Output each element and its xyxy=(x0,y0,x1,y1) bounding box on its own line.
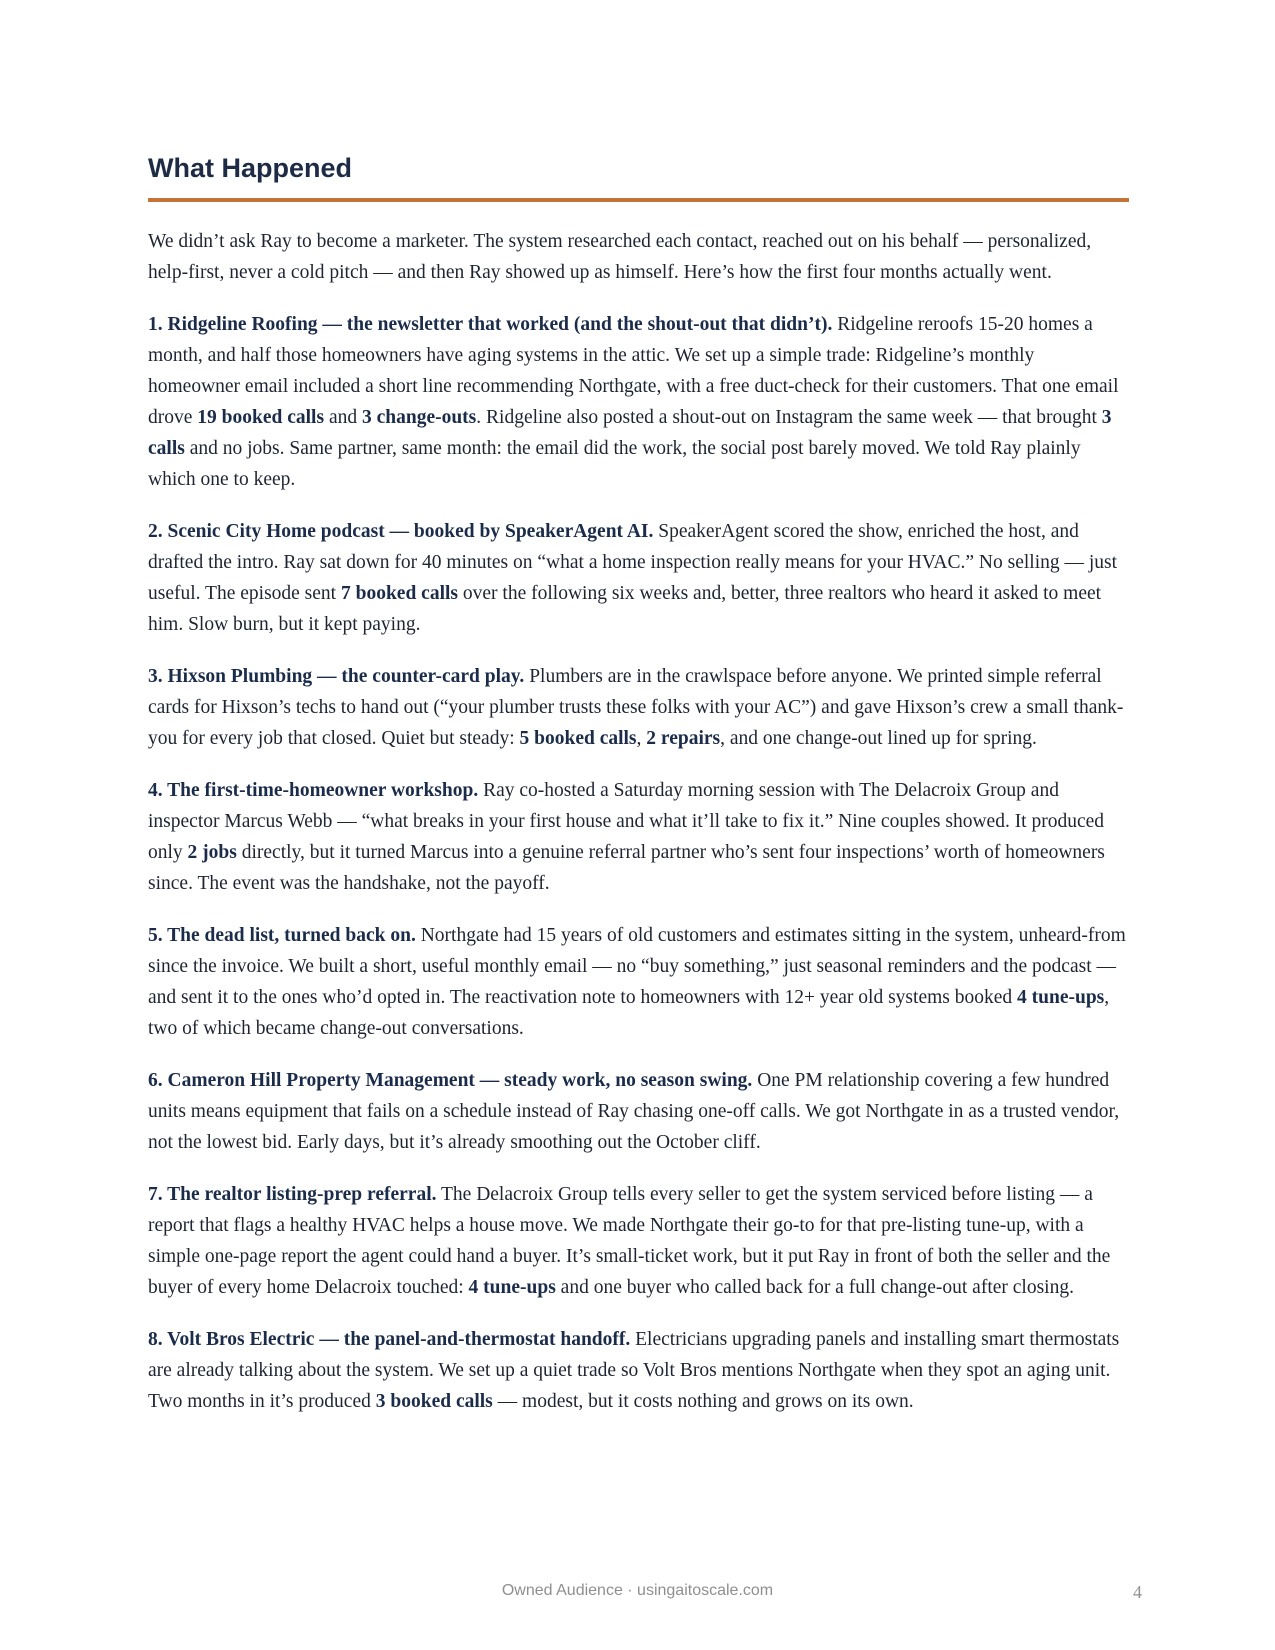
item-heading: 4. The first-time-homeowner workshop. xyxy=(148,780,479,801)
item-heading: 2. Scenic City Home podcast — booked by SpeakerAgent AI. xyxy=(148,521,654,542)
item-homeowner-workshop: 4. The first-time-homeowner workshop. Ray co-hosted a Saturday morning session with The Delacroix Group and inspector Marcus Webb — “what breaks in your first house and what it’ll take to fix it.” Nine couples showed. It produced only 2 jobs directly, but it turned Marcus into a genuine referral partner who’s sent four inspections’ worth of homeowners since. The event was the handshake, not the payoff. xyxy=(148,780,1105,894)
item-volt-bros-electric: 8. Volt Bros Electric — the panel-and-thermostat handoff. Electricians upgrading panels and installing smart thermostats are already talking about the system. We set up a quiet trade so Volt Bros mentions Northgate when they spot an aging unit. Two months in it’s produced 3 booked calls — modest, but it costs nothing and grows on its own. xyxy=(148,1329,1120,1412)
item-heading: 7. The realtor listing-prep referral. xyxy=(148,1184,437,1205)
item-heading: 3. Hixson Plumbing — the counter-card play. xyxy=(148,666,525,687)
item-heading: 5. The dead list, turned back on. xyxy=(148,925,416,946)
stat-highlight: 4 tune-ups xyxy=(468,1277,556,1298)
item-heading: 1. Ridgeline Roofing — the newsletter that worked (and the shout-out that didn’t). xyxy=(148,314,833,335)
stat-highlight: 2 jobs xyxy=(187,842,237,863)
stat-highlight: 3 change-outs xyxy=(361,407,477,428)
stat-highlight: 4 tune-ups xyxy=(1017,987,1105,1008)
item-realtor-listing-prep: 7. The realtor listing-prep referral. The Delacroix Group tells every seller to get the system serviced before listing — a report that flags a healthy HVAC helps a house move. We made Northgate their go-to for that pre-listing tune-up, with a simple one-page report the agent could hand a buyer. It’s small-ticket work, but it put Ray in front of both the seller and the buyer of every home Delacroix touched: 4 tune-ups and one buyer who called back for a full change-out after closing. xyxy=(148,1184,1111,1298)
intro-paragraph: We didn’t ask Ray to become a marketer. The system researched each contact, reached out on his behalf — personalized, help-first, never a cold pitch — and then Ray showed up as himself. Here’s how the first four months actually went. xyxy=(148,231,1092,283)
page-number: 4 xyxy=(1133,1582,1142,1602)
document-page xyxy=(148,0,1129,1438)
section-title: What Happened xyxy=(148,153,353,183)
item-ridgeline-roofing: 1. Ridgeline Roofing — the newsletter that worked (and the shout-out that didn’t). Ridgeline reroofs 15-20 homes a month, and half those homeowners have aging systems in the attic. We set up a simple trade: Ridgeline’s monthly homeowner email included a short line recommending Northgate, with a free duct-check for their customers. That one email drove 19 booked calls and 3 change-outs. Ridgeline also posted a shout-out on Instagram the same week — that brought 3 calls and no jobs. Same partner, same month: the email did the work, the social post barely moved. We told Ray plainly which one to keep. xyxy=(148,314,1119,490)
stat-highlight: 2 repairs xyxy=(646,728,721,749)
page-footer: Owned Audience · usingaitoscale.com xyxy=(501,1582,774,1599)
item-scenic-city-podcast: 2. Scenic City Home podcast — booked by SpeakerAgent AI. SpeakerAgent scored the show, enriched the host, and drafted the intro. Ray sat down for 40 minutes on “what a home inspection really means for your HVAC.” No selling — just useful. The episode sent 7 booked calls over the following six weeks and, better, three realtors who heard it asked to meet him. Slow burn, but it kept paying. xyxy=(148,521,1118,635)
item-dead-list: 5. The dead list, turned back on. Northgate had 15 years of old customers and estimates sitting in the system, unheard-from since the invoice. We built a short, useful monthly email — no “buy something,” just seasonal reminders and the podcast — and sent it to the ones who’d opted in. The reactivation note to homeowners with 12+ year old systems booked 4 tune-ups, two of which became change-out conversations. xyxy=(148,925,1126,1039)
stat-highlight: 5 booked calls xyxy=(519,728,637,749)
stat-highlight: 7 booked calls xyxy=(340,583,459,604)
item-cameron-hill-pm: 6. Cameron Hill Property Management — steady work, no season swing. One PM relationship covering a few hundred units means equipment that fails on a schedule instead of Ray chasing one-off calls. We got Northgate in as a trusted vendor, not the lowest bid. Early days, but it’s already smoothing out the October cliff. xyxy=(148,1070,1120,1153)
title-divider xyxy=(148,198,1129,202)
item-hixson-plumbing: 3. Hixson Plumbing — the counter-card play. Plumbers are in the crawlspace before anyone. We printed simple referral cards for Hixson’s techs to hand out (“your plumber trusts these folks with your AC”) and gave Hixson’s crew a small thank-you for every job that closed. Quiet but steady: 5 booked calls, 2 repairs, and one change-out lined up for spring. xyxy=(148,666,1124,749)
item-heading: 6. Cameron Hill Property Management — steady work, no season swing. xyxy=(148,1070,753,1091)
stat-highlight: 3 calls xyxy=(148,407,1112,459)
item-heading: 8. Volt Bros Electric — the panel-and-thermostat handoff. xyxy=(148,1329,631,1350)
stat-highlight: 3 booked calls xyxy=(375,1391,493,1412)
stat-highlight: 19 booked calls xyxy=(197,407,325,428)
